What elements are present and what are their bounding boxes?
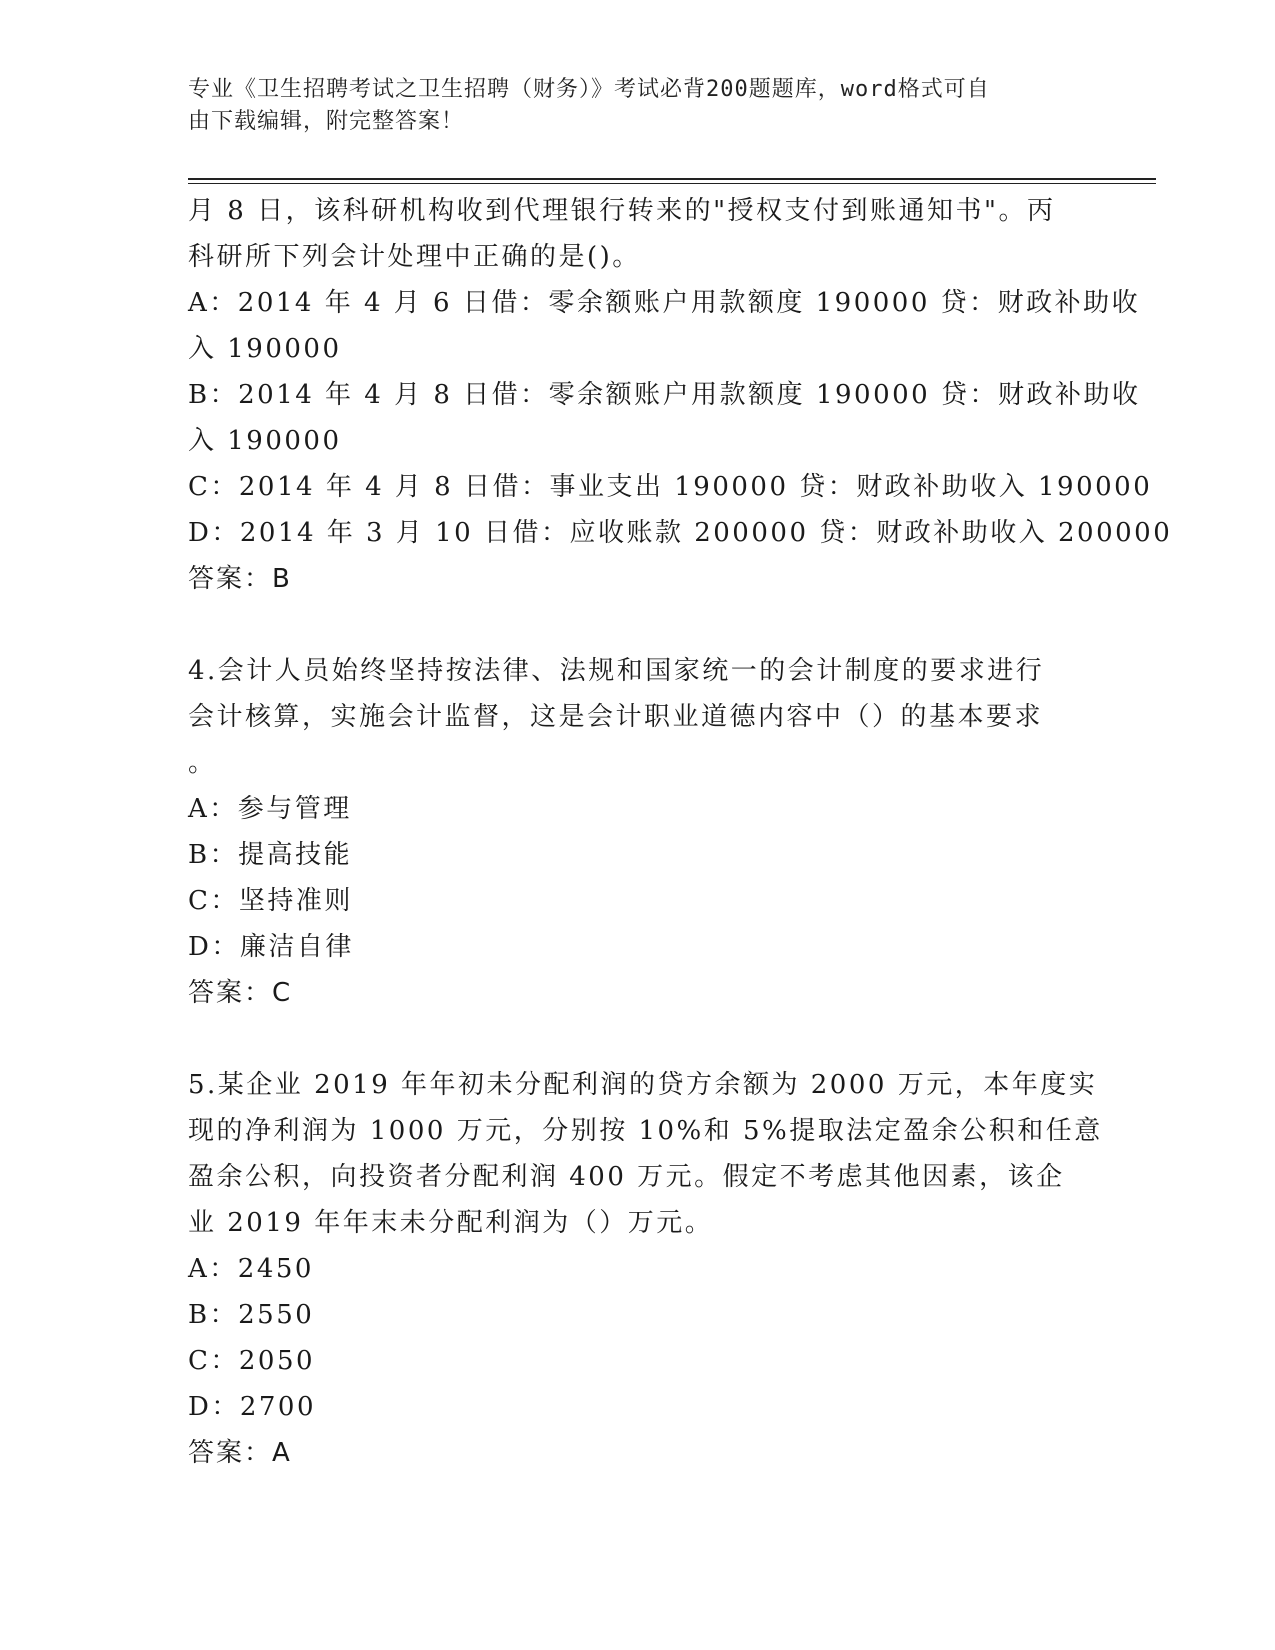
- option-d-line: D：2014 年 3 月 10 日借：应收账款 200000 贷：财政补助收入 200000: [188, 518, 1173, 548]
- answer-label: 答案：C: [188, 978, 293, 1008]
- question-spacer: [188, 602, 1088, 648]
- option-b-line: B：2550: [188, 1300, 315, 1330]
- option-d-line: D：廉洁自律: [188, 932, 354, 962]
- option-c-line: C：2014 年 4 月 8 日借：事业支出 190000 贷：财政补助收入 190000: [188, 472, 1153, 502]
- question-text-line: 现的净利润为 1000 万元，分别按 10%和 5%提取法定盈余公积和任意: [188, 1116, 1103, 1146]
- question-text-line: 盈余公积，向投资者分配利润 400 万元。假定不考虑其他因素，该企: [188, 1162, 1065, 1192]
- question-text-line: 。: [188, 748, 217, 778]
- option-b-line: B：提高技能: [188, 840, 353, 870]
- option-c-line: C：2050: [188, 1346, 316, 1376]
- header-title-line-2: 由下载编辑，附完整答案！: [188, 109, 465, 134]
- question-text-line: 5.某企业 2019 年年初未分配利润的贷方余额为 2000 万元，本年度实: [188, 1070, 1098, 1100]
- option-b-line: B：2014 年 4 月 8 日借：零余额账户用款额度 190000 贷：财政补助收: [188, 380, 1141, 410]
- option-a-line: A：2450: [188, 1254, 314, 1284]
- question-spacer: [188, 1016, 1088, 1062]
- question-text-line: 4.会计人员始终坚持按法律、法规和国家统一的会计制度的要求进行: [188, 656, 1045, 686]
- option-c-line: C：坚持准则: [188, 886, 353, 916]
- question-text-line: 月 8 日，该科研机构收到代理银行转来的"授权支付到账通知书"。丙: [188, 196, 1056, 226]
- question-text-line: 科研所下列会计处理中正确的是()。: [188, 242, 641, 272]
- question-text-line: 会计核算，实施会计监督，这是会计职业道德内容中（）的基本要求: [188, 702, 1044, 732]
- answer-label: 答案：B: [188, 564, 292, 594]
- option-a-line: A：参与管理: [188, 794, 352, 824]
- document-body: [188, 188, 1173, 1476]
- question-text-line: 业 2019 年年末未分配利润为（）万元。: [188, 1208, 714, 1238]
- option-b-continuation: 入 190000: [188, 426, 342, 456]
- header-divider-thin: [188, 183, 1156, 184]
- option-d-line: D：2700: [188, 1392, 317, 1422]
- option-a-line: A：2014 年 4 月 6 日借：零余额账户用款额度 190000 贷：财政补助收: [188, 288, 1141, 318]
- question-4: [188, 648, 1088, 1016]
- question-3: [188, 188, 1173, 602]
- document-header: [188, 74, 1068, 138]
- option-a-continuation: 入 190000: [188, 334, 342, 364]
- header-divider: [188, 178, 1156, 180]
- header-title-line-1: 专业《卫生招聘考试之卫生招聘（财务）》考试必背200题题库，word格式可自: [188, 77, 990, 102]
- answer-label: 答案：A: [188, 1438, 292, 1468]
- question-5: [188, 1062, 1103, 1476]
